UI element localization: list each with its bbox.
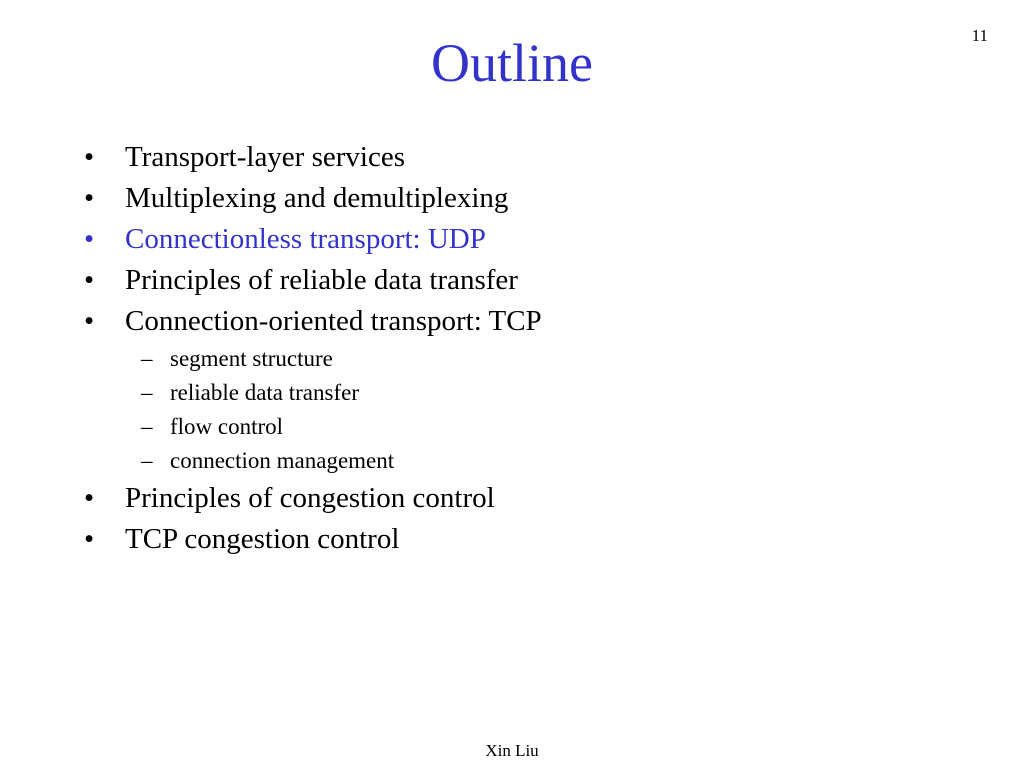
slide-number: 11 (971, 26, 988, 45)
bullet-icon: • (84, 264, 95, 296)
bullet-icon: • (84, 305, 95, 337)
bullet-icon: • (84, 482, 95, 514)
bullet-icon: • (84, 223, 95, 255)
dash-icon: – (141, 448, 153, 473)
outline-subitem-label: flow control (170, 414, 284, 439)
outline-subitem-label: reliable data transfer (170, 380, 359, 405)
slide-footer-author: Xin Liu (485, 741, 539, 760)
outline-item-label: Multiplexing and demultiplexing (125, 182, 509, 214)
slide-title: Outline (431, 33, 593, 93)
outline-item-label: TCP congestion control (125, 523, 400, 555)
bullet-icon: • (84, 182, 95, 214)
dash-icon: – (141, 380, 153, 405)
outline-item-label: Principles of congestion control (125, 482, 495, 514)
dash-icon: – (141, 346, 153, 371)
outline-item-label: Principles of reliable data transfer (125, 264, 518, 296)
bullet-icon: • (84, 523, 95, 555)
outline-item-label: Connectionless transport: UDP (125, 223, 486, 255)
bullet-icon: • (84, 141, 95, 173)
outline-item-label: Connection-oriented transport: TCP (125, 305, 542, 337)
outline-subitem-label: connection management (170, 448, 395, 473)
dash-icon: – (141, 414, 153, 439)
outline-item-label: Transport-layer services (125, 141, 405, 173)
outline-subitem-label: segment structure (170, 346, 333, 371)
